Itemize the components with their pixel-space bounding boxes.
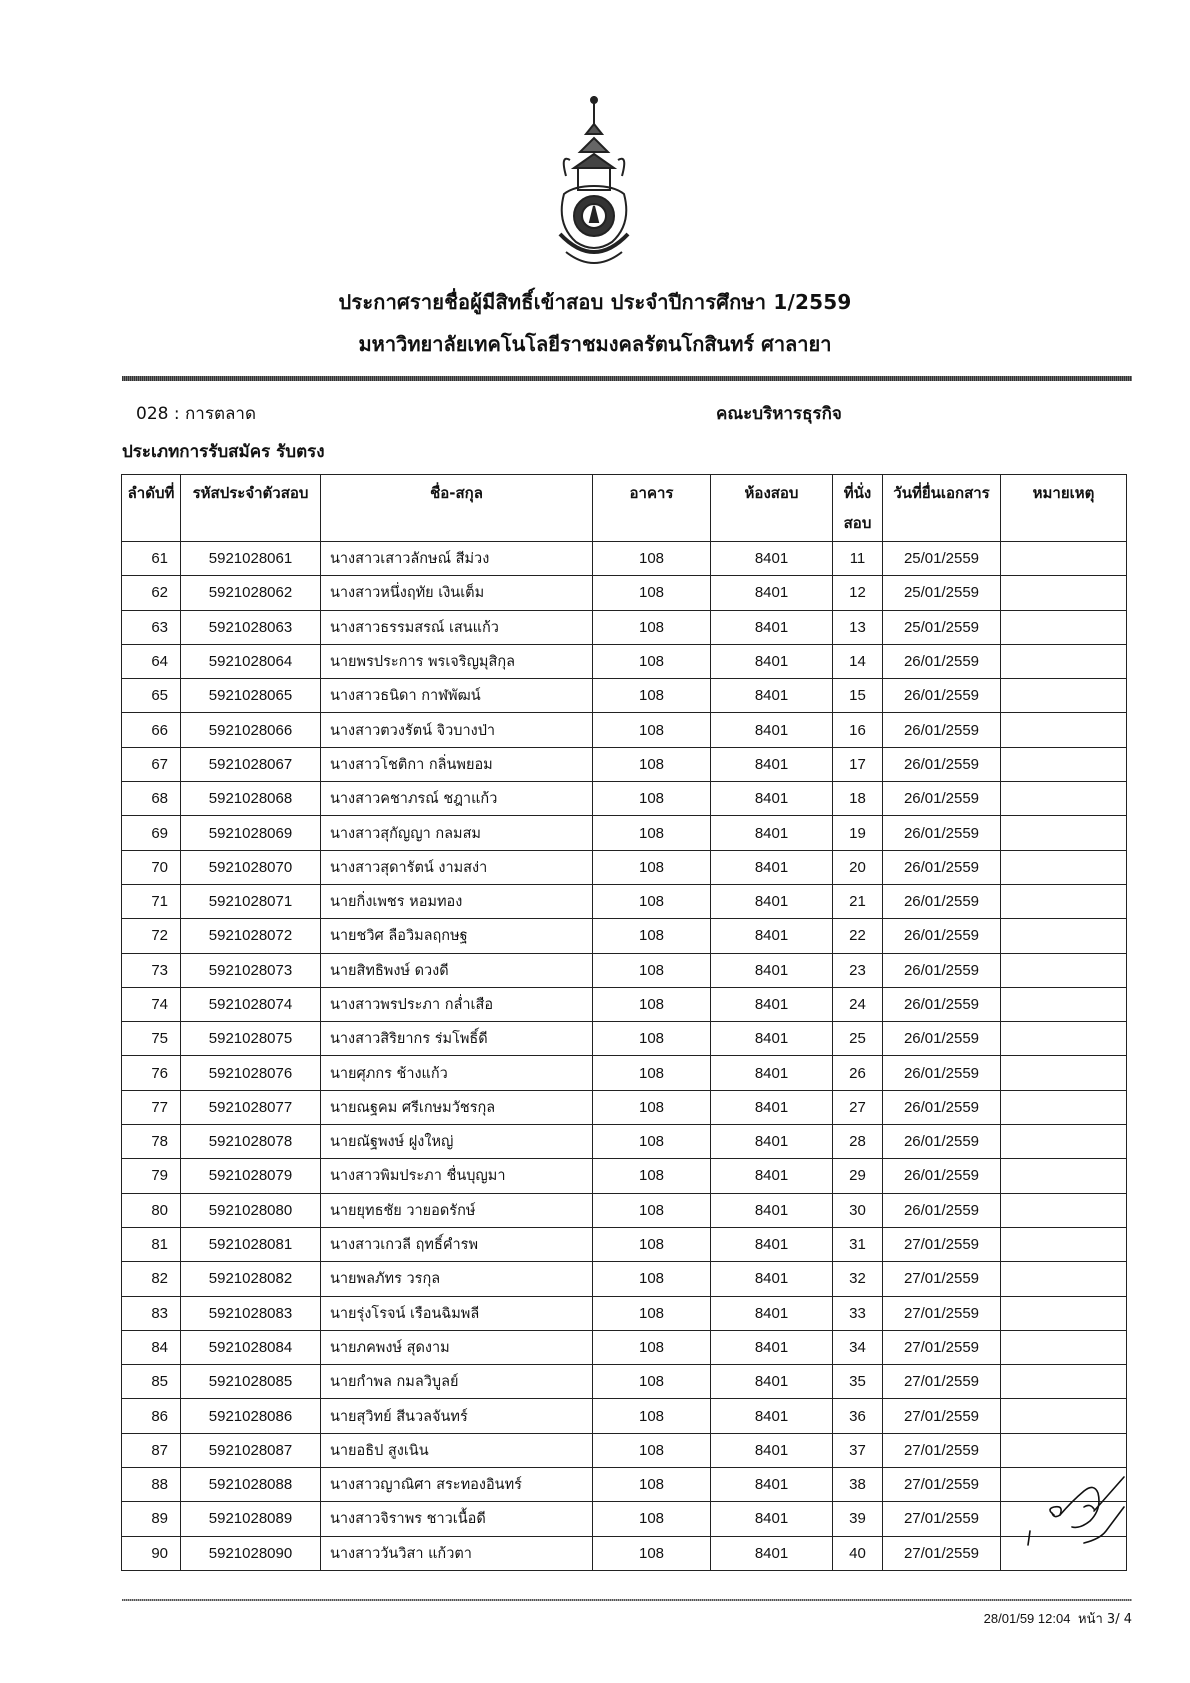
cell-index: 67 — [122, 747, 181, 781]
cell-seat: 19 — [833, 816, 883, 850]
cell-building: 108 — [593, 1193, 711, 1227]
table-row — [122, 1365, 1127, 1399]
cell-name: นางสาวเสาวลักษณ์ สีม่วง — [321, 542, 593, 576]
cell-remark — [1001, 542, 1127, 576]
cell-remark — [1001, 679, 1127, 713]
cell-seat: 20 — [833, 850, 883, 884]
cell-submit-date: 27/01/2559 — [883, 1330, 1001, 1364]
cell-seat: 38 — [833, 1468, 883, 1502]
cell-remark — [1001, 1296, 1127, 1330]
col-header-index: ลำดับที่ — [122, 475, 181, 542]
cell-building: 108 — [593, 747, 711, 781]
cell-exam-id: 5921028080 — [181, 1193, 321, 1227]
footer-divider — [122, 1599, 1132, 1601]
cell-index: 75 — [122, 1022, 181, 1056]
cell-submit-date: 26/01/2559 — [883, 919, 1001, 953]
cell-building: 108 — [593, 816, 711, 850]
cell-building: 108 — [593, 1022, 711, 1056]
cell-submit-date: 26/01/2559 — [883, 1125, 1001, 1159]
cell-exam-id: 5921028061 — [181, 542, 321, 576]
cell-remark — [1001, 1433, 1127, 1467]
cell-name: นางสาวสิริยากร ร่มโพธิ์ดี — [321, 1022, 593, 1056]
cell-seat: 28 — [833, 1125, 883, 1159]
cell-index: 61 — [122, 542, 181, 576]
cell-index: 71 — [122, 884, 181, 918]
cell-building: 108 — [593, 1125, 711, 1159]
header-divider — [122, 376, 1132, 381]
table-row — [122, 1399, 1127, 1433]
cell-name: นางสาวธนิดา กาฬพัฒน์ — [321, 679, 593, 713]
cell-seat: 17 — [833, 747, 883, 781]
cell-name: นางสาวเกวลี ฤทธิ์คำรพ — [321, 1227, 593, 1261]
cell-seat: 15 — [833, 679, 883, 713]
cell-name: นายพลภัทร วรกุล — [321, 1262, 593, 1296]
cell-remark — [1001, 1365, 1127, 1399]
cell-building: 108 — [593, 713, 711, 747]
cell-room: 8401 — [711, 713, 833, 747]
cell-submit-date: 26/01/2559 — [883, 713, 1001, 747]
cell-exam-id: 5921028067 — [181, 747, 321, 781]
cell-name: นางสาวพิมประภา ชื่นบุญมา — [321, 1159, 593, 1193]
cell-room: 8401 — [711, 1022, 833, 1056]
cell-building: 108 — [593, 1536, 711, 1570]
cell-room: 8401 — [711, 987, 833, 1021]
cell-name: นางสาวญาณิศา สระทองอินทร์ — [321, 1468, 593, 1502]
cell-remark — [1001, 1399, 1127, 1433]
cell-seat: 16 — [833, 713, 883, 747]
table-row — [122, 782, 1127, 816]
col-header-building: อาคาร — [593, 475, 711, 542]
cell-building: 108 — [593, 1399, 711, 1433]
cell-exam-id: 5921028089 — [181, 1502, 321, 1536]
cell-index: 64 — [122, 644, 181, 678]
university-name: มหาวิทยาลัยเทคโนโลยีราชมงคลรัตนโกสินทร์ ศาลายา — [358, 332, 832, 356]
cell-seat: 35 — [833, 1365, 883, 1399]
cell-room: 8401 — [711, 1536, 833, 1570]
cell-room: 8401 — [711, 1296, 833, 1330]
cell-submit-date: 26/01/2559 — [883, 953, 1001, 987]
cell-exam-id: 5921028062 — [181, 576, 321, 610]
cell-submit-date: 26/01/2559 — [883, 850, 1001, 884]
cell-remark — [1001, 1125, 1127, 1159]
cell-submit-date: 26/01/2559 — [883, 782, 1001, 816]
cell-room: 8401 — [711, 1365, 833, 1399]
cell-remark — [1001, 953, 1127, 987]
cell-exam-id: 5921028069 — [181, 816, 321, 850]
cell-building: 108 — [593, 679, 711, 713]
cell-seat: 18 — [833, 782, 883, 816]
table-row — [122, 610, 1127, 644]
cell-building: 108 — [593, 1090, 711, 1124]
table-row — [122, 1022, 1127, 1056]
cell-seat: 27 — [833, 1090, 883, 1124]
cell-room: 8401 — [711, 1056, 833, 1090]
table-row — [122, 576, 1127, 610]
cell-room: 8401 — [711, 953, 833, 987]
cell-exam-id: 5921028085 — [181, 1365, 321, 1399]
cell-exam-id: 5921028066 — [181, 713, 321, 747]
cell-remark — [1001, 610, 1127, 644]
handwritten-signature-icon — [1024, 1475, 1129, 1555]
cell-room: 8401 — [711, 1330, 833, 1364]
cell-building: 108 — [593, 1159, 711, 1193]
cell-building: 108 — [593, 953, 711, 987]
cell-index: 77 — [122, 1090, 181, 1124]
cell-room: 8401 — [711, 1159, 833, 1193]
cell-seat: 29 — [833, 1159, 883, 1193]
cell-index: 62 — [122, 576, 181, 610]
cell-seat: 24 — [833, 987, 883, 1021]
cell-exam-id: 5921028072 — [181, 919, 321, 953]
table-row — [122, 1536, 1127, 1570]
cell-exam-id: 5921028076 — [181, 1056, 321, 1090]
cell-seat: 22 — [833, 919, 883, 953]
cell-index: 84 — [122, 1330, 181, 1364]
cell-room: 8401 — [711, 644, 833, 678]
cell-seat: 25 — [833, 1022, 883, 1056]
cell-seat: 30 — [833, 1193, 883, 1227]
cell-room: 8401 — [711, 1125, 833, 1159]
table-row — [122, 919, 1127, 953]
cell-exam-id: 5921028084 — [181, 1330, 321, 1364]
cell-remark — [1001, 884, 1127, 918]
table-row — [122, 1159, 1127, 1193]
cell-room: 8401 — [711, 1262, 833, 1296]
cell-building: 108 — [593, 1502, 711, 1536]
cell-index: 79 — [122, 1159, 181, 1193]
cell-name: นางสาววันวิสา แก้วตา — [321, 1536, 593, 1570]
table-row — [122, 953, 1127, 987]
cell-seat: 12 — [833, 576, 883, 610]
cell-index: 81 — [122, 1227, 181, 1261]
cell-building: 108 — [593, 1227, 711, 1261]
cell-seat: 14 — [833, 644, 883, 678]
cell-exam-id: 5921028073 — [181, 953, 321, 987]
table-row — [122, 542, 1127, 576]
cell-exam-id: 5921028071 — [181, 884, 321, 918]
cell-building: 108 — [593, 987, 711, 1021]
cell-index: 69 — [122, 816, 181, 850]
cell-submit-date: 25/01/2559 — [883, 610, 1001, 644]
cell-exam-id: 5921028064 — [181, 644, 321, 678]
cell-seat: 23 — [833, 953, 883, 987]
cell-exam-id: 5921028081 — [181, 1227, 321, 1261]
cell-name: นายยุทธชัย วายอดรักษ์ — [321, 1193, 593, 1227]
table-row — [122, 1468, 1127, 1502]
cell-remark — [1001, 1056, 1127, 1090]
cell-building: 108 — [593, 542, 711, 576]
table-row — [122, 987, 1127, 1021]
table-row — [122, 884, 1127, 918]
cell-index: 65 — [122, 679, 181, 713]
examinee-table — [121, 474, 1127, 1571]
col-header-seat-line2: สอบ — [843, 514, 872, 532]
cell-building: 108 — [593, 1296, 711, 1330]
cell-index: 78 — [122, 1125, 181, 1159]
cell-name: นายรุ่งโรจน์ เรือนฉิมพลี — [321, 1296, 593, 1330]
cell-index: 83 — [122, 1296, 181, 1330]
program-label: 028 : การตลาด — [136, 404, 256, 424]
application-type-label: ประเภทการรับสมัคร รับตรง — [122, 442, 325, 462]
page-number: หน้า 3/ 4 — [1078, 1612, 1132, 1627]
cell-index: 80 — [122, 1193, 181, 1227]
cell-room: 8401 — [711, 1433, 833, 1467]
table-row — [122, 1125, 1127, 1159]
table-row — [122, 1227, 1127, 1261]
cell-index: 72 — [122, 919, 181, 953]
cell-remark — [1001, 1022, 1127, 1056]
cell-seat: 21 — [833, 884, 883, 918]
cell-name: นางสาวคชาภรณ์ ชฎาแก้ว — [321, 782, 593, 816]
cell-building: 108 — [593, 850, 711, 884]
table-row — [122, 1262, 1127, 1296]
cell-name: นายชวิศ ลือวิมลฤกษฐ — [321, 919, 593, 953]
cell-index: 66 — [122, 713, 181, 747]
cell-submit-date: 25/01/2559 — [883, 576, 1001, 610]
cell-submit-date: 27/01/2559 — [883, 1296, 1001, 1330]
cell-index: 87 — [122, 1433, 181, 1467]
cell-name: นางสาวธรรมสรณ์ เสนแก้ว — [321, 610, 593, 644]
cell-name: นายภคพงษ์ สุดงาม — [321, 1330, 593, 1364]
cell-submit-date: 26/01/2559 — [883, 1056, 1001, 1090]
cell-index: 90 — [122, 1536, 181, 1570]
cell-exam-id: 5921028078 — [181, 1125, 321, 1159]
cell-seat: 31 — [833, 1227, 883, 1261]
cell-index: 85 — [122, 1365, 181, 1399]
cell-name: นางสาวสุกัญญา กลมสม — [321, 816, 593, 850]
cell-building: 108 — [593, 782, 711, 816]
cell-building: 108 — [593, 919, 711, 953]
cell-submit-date: 27/01/2559 — [883, 1262, 1001, 1296]
table-row — [122, 747, 1127, 781]
print-timestamp: 28/01/59 12:04 — [983, 1611, 1071, 1626]
cell-name: นางสาวหนึ่งฤทัย เงินเต็ม — [321, 576, 593, 610]
cell-name: นายณัฐพงษ์ ฝูงใหญ่ — [321, 1125, 593, 1159]
cell-submit-date: 26/01/2559 — [883, 1159, 1001, 1193]
cell-remark — [1001, 713, 1127, 747]
cell-name: นายสุวิทย์ สีนวลจันทร์ — [321, 1399, 593, 1433]
cell-exam-id: 5921028074 — [181, 987, 321, 1021]
cell-building: 108 — [593, 610, 711, 644]
col-header-exam-id: รหัสประจำตัวสอบ — [181, 475, 321, 542]
cell-submit-date: 27/01/2559 — [883, 1227, 1001, 1261]
page-footer — [980, 1608, 1132, 1629]
cell-building: 108 — [593, 576, 711, 610]
cell-room: 8401 — [711, 542, 833, 576]
cell-remark — [1001, 1330, 1127, 1364]
cell-remark — [1001, 747, 1127, 781]
cell-exam-id: 5921028075 — [181, 1022, 321, 1056]
cell-exam-id: 5921028063 — [181, 610, 321, 644]
cell-room: 8401 — [711, 747, 833, 781]
cell-exam-id: 5921028065 — [181, 679, 321, 713]
cell-submit-date: 26/01/2559 — [883, 816, 1001, 850]
col-header-name: ชื่อ-สกุล — [321, 475, 593, 542]
cell-seat: 33 — [833, 1296, 883, 1330]
cell-index: 89 — [122, 1502, 181, 1536]
cell-submit-date: 26/01/2559 — [883, 747, 1001, 781]
cell-submit-date: 27/01/2559 — [883, 1433, 1001, 1467]
cell-exam-id: 5921028079 — [181, 1159, 321, 1193]
cell-room: 8401 — [711, 919, 833, 953]
faculty-label: คณะบริหารธุรกิจ — [716, 404, 842, 424]
cell-submit-date: 27/01/2559 — [883, 1468, 1001, 1502]
table-header-row — [122, 475, 1127, 542]
cell-name: นายณฐคม ศรีเกษมวัชรกุล — [321, 1090, 593, 1124]
table-row — [122, 816, 1127, 850]
cell-name: นายอธิป สูงเนิน — [321, 1433, 593, 1467]
cell-index: 86 — [122, 1399, 181, 1433]
cell-index: 63 — [122, 610, 181, 644]
cell-submit-date: 26/01/2559 — [883, 987, 1001, 1021]
cell-building: 108 — [593, 1433, 711, 1467]
cell-building: 108 — [593, 1056, 711, 1090]
cell-remark — [1001, 1193, 1127, 1227]
cell-seat: 11 — [833, 542, 883, 576]
cell-room: 8401 — [711, 1502, 833, 1536]
cell-remark — [1001, 987, 1127, 1021]
table-row — [122, 1502, 1127, 1536]
cell-name: นางสาวพรประภา กล่ำเสือ — [321, 987, 593, 1021]
cell-building: 108 — [593, 644, 711, 678]
cell-exam-id: 5921028083 — [181, 1296, 321, 1330]
col-header-room: ห้องสอบ — [711, 475, 833, 542]
cell-name: นายพรประการ พรเจริญมุสิกุล — [321, 644, 593, 678]
col-header-seat — [833, 475, 883, 542]
cell-submit-date: 26/01/2559 — [883, 679, 1001, 713]
announcement-title: ประกาศรายชื่อผู้มีสิทธิ์เข้าสอบ ประจำปีการศึกษา 1/2559 — [338, 290, 852, 314]
cell-room: 8401 — [711, 576, 833, 610]
cell-room: 8401 — [711, 679, 833, 713]
cell-submit-date: 25/01/2559 — [883, 542, 1001, 576]
cell-building: 108 — [593, 1468, 711, 1502]
cell-remark — [1001, 644, 1127, 678]
cell-exam-id: 5921028088 — [181, 1468, 321, 1502]
cell-submit-date: 27/01/2559 — [883, 1399, 1001, 1433]
cell-seat: 39 — [833, 1502, 883, 1536]
cell-seat: 32 — [833, 1262, 883, 1296]
cell-name: นางสาวตวงรัตน์ จิวบางป่า — [321, 713, 593, 747]
cell-room: 8401 — [711, 816, 833, 850]
cell-name: นายกำพล กมลวิบูลย์ — [321, 1365, 593, 1399]
cell-room: 8401 — [711, 1227, 833, 1261]
cell-submit-date: 26/01/2559 — [883, 1022, 1001, 1056]
cell-remark — [1001, 816, 1127, 850]
cell-room: 8401 — [711, 1399, 833, 1433]
table-row — [122, 1433, 1127, 1467]
table-row — [122, 850, 1127, 884]
table-row — [122, 644, 1127, 678]
cell-name: นายกิ่งเพชร หอมทอง — [321, 884, 593, 918]
cell-remark — [1001, 1159, 1127, 1193]
table-row — [122, 679, 1127, 713]
cell-exam-id: 5921028087 — [181, 1433, 321, 1467]
university-seal-icon — [556, 94, 632, 274]
cell-submit-date: 26/01/2559 — [883, 1090, 1001, 1124]
table-row — [122, 1193, 1127, 1227]
table-row — [122, 713, 1127, 747]
cell-remark — [1001, 1262, 1127, 1296]
cell-room: 8401 — [711, 884, 833, 918]
cell-seat: 26 — [833, 1056, 883, 1090]
cell-seat: 34 — [833, 1330, 883, 1364]
cell-submit-date: 26/01/2559 — [883, 644, 1001, 678]
table-row — [122, 1090, 1127, 1124]
table-row — [122, 1296, 1127, 1330]
cell-building: 108 — [593, 884, 711, 918]
col-header-seat-line1: ที่นั่ง — [843, 484, 872, 502]
cell-remark — [1001, 1227, 1127, 1261]
cell-exam-id: 5921028077 — [181, 1090, 321, 1124]
cell-seat: 40 — [833, 1536, 883, 1570]
cell-room: 8401 — [711, 850, 833, 884]
cell-name: นางสาวโชติกา กลิ่นพยอม — [321, 747, 593, 781]
cell-seat: 36 — [833, 1399, 883, 1433]
cell-index: 82 — [122, 1262, 181, 1296]
cell-remark — [1001, 782, 1127, 816]
cell-index: 68 — [122, 782, 181, 816]
cell-room: 8401 — [711, 610, 833, 644]
cell-exam-id: 5921028070 — [181, 850, 321, 884]
cell-remark — [1001, 1090, 1127, 1124]
cell-submit-date: 27/01/2559 — [883, 1502, 1001, 1536]
cell-name: นางสาวจิราพร ชาวเนื้อดี — [321, 1502, 593, 1536]
cell-building: 108 — [593, 1262, 711, 1296]
cell-seat: 13 — [833, 610, 883, 644]
cell-building: 108 — [593, 1365, 711, 1399]
cell-name: นายสิทธิพงษ์ ดวงดี — [321, 953, 593, 987]
cell-remark — [1001, 576, 1127, 610]
col-header-remark: หมายเหตุ — [1001, 475, 1127, 542]
cell-exam-id: 5921028090 — [181, 1536, 321, 1570]
cell-room: 8401 — [711, 782, 833, 816]
cell-name: นายศุภกร ช้างแก้ว — [321, 1056, 593, 1090]
cell-room: 8401 — [711, 1193, 833, 1227]
col-header-submit-date: วันที่ยื่นเอกสาร — [883, 475, 1001, 542]
cell-remark — [1001, 919, 1127, 953]
cell-name: นางสาวสุดารัตน์ งามสง่า — [321, 850, 593, 884]
cell-index: 73 — [122, 953, 181, 987]
cell-index: 70 — [122, 850, 181, 884]
table-row — [122, 1330, 1127, 1364]
cell-room: 8401 — [711, 1090, 833, 1124]
table-body — [122, 542, 1127, 1571]
cell-seat: 37 — [833, 1433, 883, 1467]
cell-index: 74 — [122, 987, 181, 1021]
cell-exam-id: 5921028068 — [181, 782, 321, 816]
cell-remark — [1001, 850, 1127, 884]
cell-exam-id: 5921028082 — [181, 1262, 321, 1296]
cell-index: 76 — [122, 1056, 181, 1090]
cell-building: 108 — [593, 1330, 711, 1364]
cell-exam-id: 5921028086 — [181, 1399, 321, 1433]
cell-submit-date: 27/01/2559 — [883, 1365, 1001, 1399]
cell-submit-date: 26/01/2559 — [883, 884, 1001, 918]
cell-room: 8401 — [711, 1468, 833, 1502]
cell-submit-date: 27/01/2559 — [883, 1536, 1001, 1570]
table-row — [122, 1056, 1127, 1090]
cell-submit-date: 26/01/2559 — [883, 1193, 1001, 1227]
cell-index: 88 — [122, 1468, 181, 1502]
